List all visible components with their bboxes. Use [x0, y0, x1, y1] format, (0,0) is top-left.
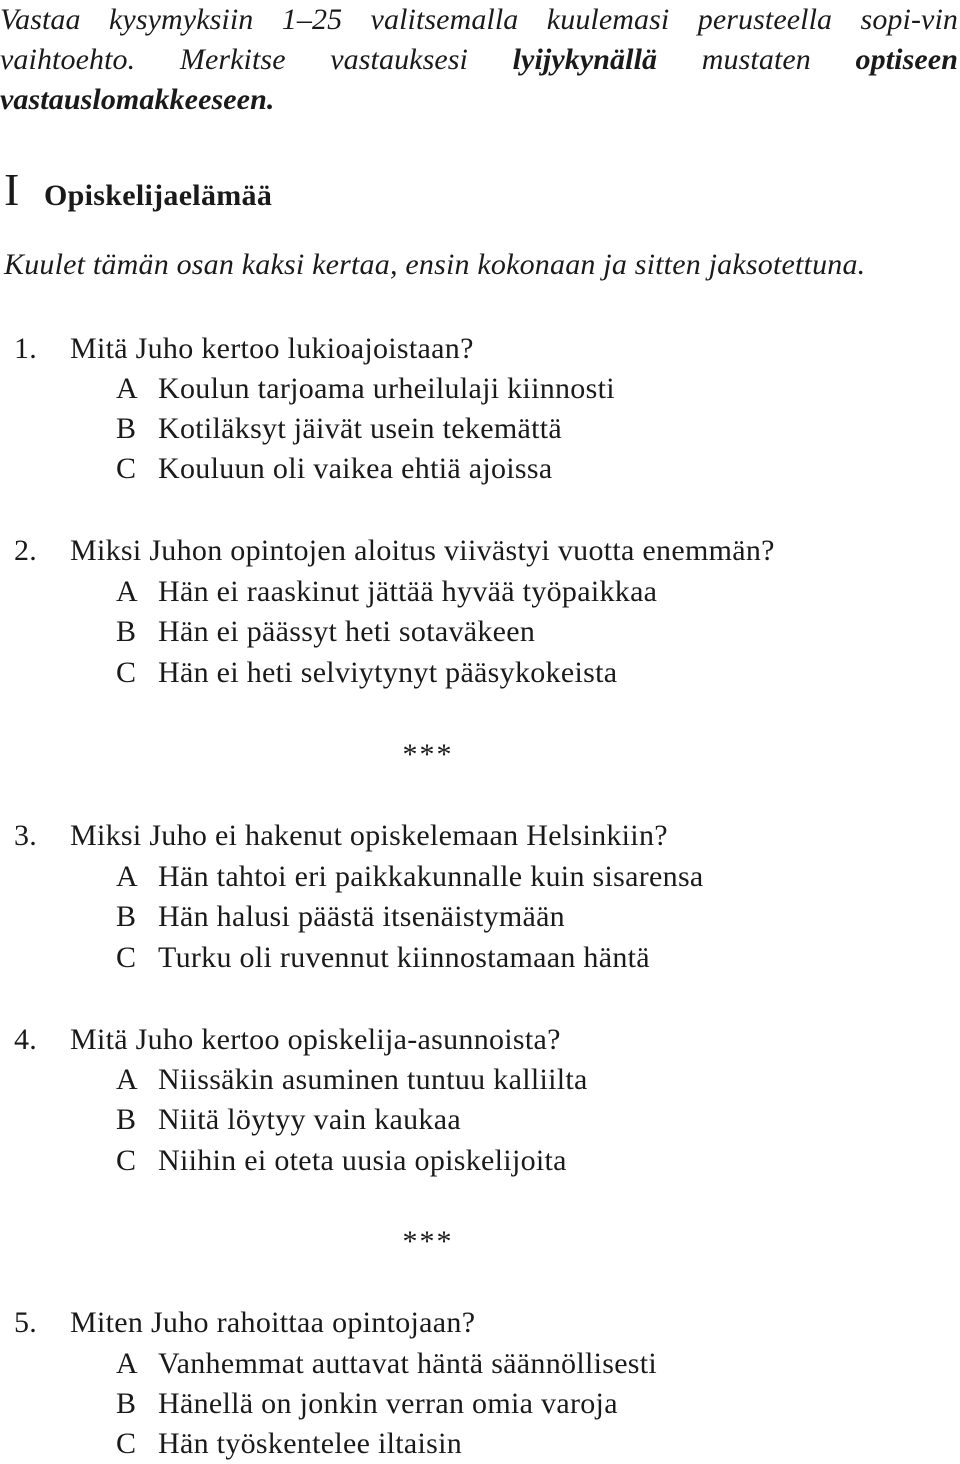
option-letter: C [116, 452, 137, 485]
option-text: Niitä löytyy vain kaukaa [158, 1103, 461, 1136]
question-text: Mitä Juho kertoo lukioajoistaan? [70, 332, 474, 365]
section-heading [4, 163, 272, 223]
option-letter: C [116, 656, 137, 689]
instructions-text-1: Vastaa kysymyksiin 1–25 valitsemalla kuulemasi perusteella sopi-vin vaihtoehto. Merkitse vastauksesi [0, 3, 958, 76]
question-number: 3. [14, 819, 38, 852]
question-number: 5. [14, 1306, 38, 1339]
option-letter: B [116, 1103, 137, 1136]
instructions-bold-answer-sheet: optiseen vastauslomakkeeseen. [0, 43, 958, 116]
option-text: Hän työskentelee iltaisin [158, 1427, 463, 1460]
instructions-text-2: mustaten [657, 43, 856, 76]
option-letter: A [116, 1347, 138, 1380]
option-letter: A [116, 1063, 138, 1096]
option-letter: B [116, 615, 137, 648]
question-text: Miten Juho rahoittaa opintojaan? [70, 1306, 476, 1339]
option-text: Hän ei raaskinut jättää hyvää työpaikkaa [158, 575, 658, 608]
question-number: 2. [14, 534, 38, 567]
section-note: Kuulet tämän osan kaksi kertaa, ensin kokonaan ja sitten jaksotettuna. [4, 248, 866, 281]
option-letter: A [116, 860, 138, 893]
option-text: Hän tahtoi eri paikkakunnalle kuin sisarensa [158, 860, 704, 893]
option-text: Niihin ei oteta uusia opiskelijoita [158, 1144, 567, 1177]
question-number: 1. [14, 332, 38, 365]
option-letter: A [116, 575, 138, 608]
option-text: Hänellä on jonkin verran omia varoja [158, 1387, 618, 1420]
question-text: Miksi Juho ei hakenut opiskelemaan Helsinkiin? [70, 819, 668, 852]
question-text: Miksi Juhon opintojen aloitus viivästyi vuotta enemmän? [70, 534, 775, 567]
separator-stars: *** [402, 1225, 454, 1258]
instructions-paragraph [0, 0, 958, 120]
option-letter: C [116, 1427, 137, 1460]
option-text: Hän halusi päästä itsenäistymään [158, 900, 565, 933]
option-letter: C [116, 941, 137, 974]
section-numeral: I [4, 164, 20, 215]
option-text: Kouluun oli vaikea ehtiä ajoissa [158, 452, 553, 485]
option-text: Kotiläksyt jäivät usein tekemättä [158, 412, 562, 445]
option-text: Niissäkin asuminen tuntuu kalliilta [158, 1063, 588, 1096]
option-letter: B [116, 900, 137, 933]
option-text: Hän ei päässyt heti sotaväkeen [158, 615, 536, 648]
option-letter: C [116, 1144, 137, 1177]
instructions-bold-pencil: lyijykynällä [512, 43, 658, 76]
question-number: 4. [14, 1023, 38, 1056]
option-letter: A [116, 372, 138, 405]
option-letter: B [116, 1387, 137, 1420]
option-text: Turku oli ruvennut kiinnostamaan häntä [158, 941, 650, 974]
option-text: Koulun tarjoama urheilulaji kiinnosti [158, 372, 615, 405]
option-text: Vanhemmat auttavat häntä säännöllisesti [158, 1347, 658, 1380]
section-title: Opiskelijaelämää [44, 179, 273, 212]
option-text: Hän ei heti selviytynyt pääsykokeista [158, 656, 618, 689]
option-letter: B [116, 412, 137, 445]
separator-stars: *** [402, 738, 454, 771]
question-text: Mitä Juho kertoo opiskelija-asunnoista? [70, 1023, 561, 1056]
